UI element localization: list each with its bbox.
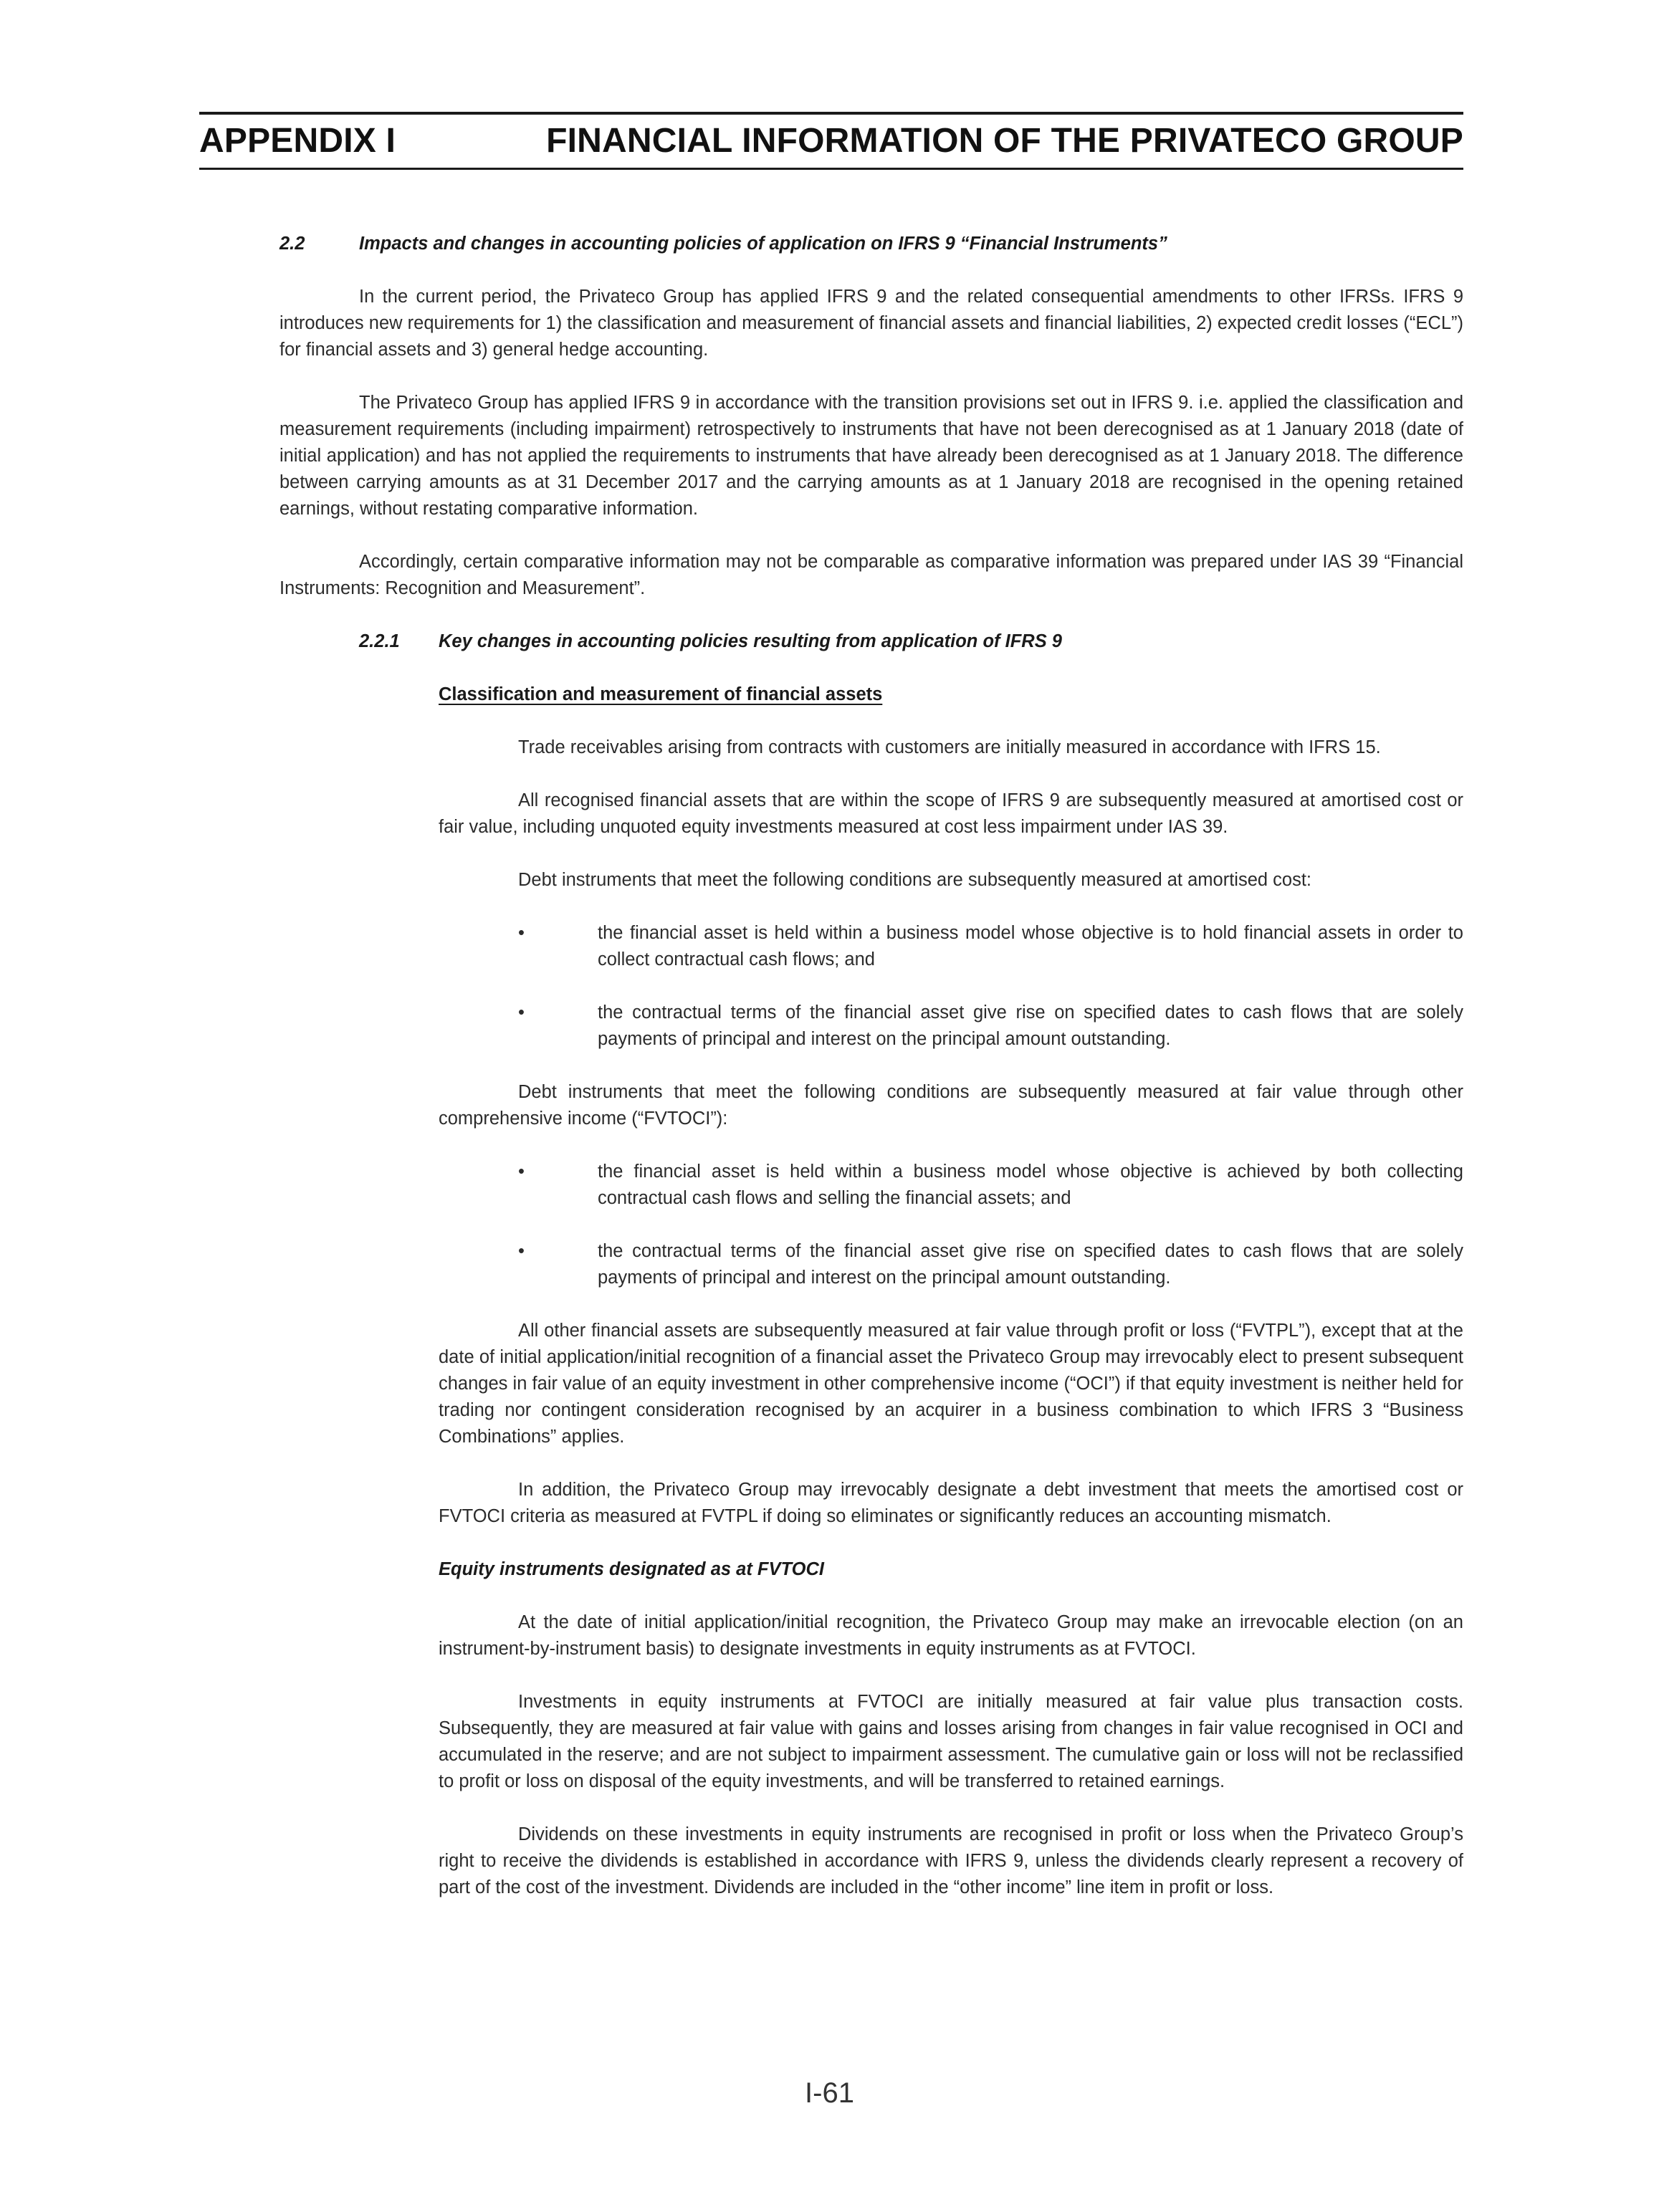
header-top-rule [199,112,1463,115]
bullet-text: the contractual terms of the financial asset give rise on specified dates to cash flows that are solely payments of principal and interest on the principal amount outstanding. [598,1002,1463,1049]
subsection-heading [359,628,1463,655]
bullet-item [518,1238,1463,1291]
bullet-marker: • [518,1241,525,1261]
equity-heading: Equity instruments designated as at FVTOCI [439,1559,824,1579]
bullet-marker: • [518,1162,525,1182]
bullet-item [518,1000,1463,1053]
subsection-number: 2.2.1 [359,631,400,651]
section-paragraph: Accordingly, certain comparative information may not be comparable as comparative information was prepared under IAS 39 “Financial Instruments: Recognition and Measurement”. [279,552,1463,598]
bullet-item [518,1159,1463,1212]
section-paragraph: In the current period, the Privateco Group has applied IFRS 9 and the related consequential amendments to other IFRSs. IFRS 9 introduces new requirements for 1) the classification and measurement of financial assets and financial liabilities, 2) expected credit losses (“ECL”) for financial assets and 3) general hedge accounting. [279,287,1463,360]
bullet-item [518,920,1463,973]
bullet-marker: • [518,923,525,943]
classification-paragraph: Debt instruments that meet the following conditions are subsequently measured at amortised cost: [518,870,1311,890]
classification-paragraph: In addition, the Privateco Group may irrevocably designate a debt investment that meets the amortised cost or FVTOCI criteria as measured at FVTPL if doing so eliminates or significantly reduces an accounting mismatch. [439,1480,1463,1526]
equity-paragraph: Dividends on these investments in equity instruments are recognised in profit or loss when the Privateco Group’s right to receive the dividends is established in accordance with IFRS 9, unless the dividends clearly represent a recovery of part of the cost of the investment. Dividends are included in the “other income” line item in profit or loss. [439,1824,1463,1897]
equity-paragraph: Investments in equity instruments at FVTOCI are initially measured at fair value plus transaction costs. Subsequently, they are measured at fair value with gains and losses arising from changes in fair value recognised in OCI and accumulated in the reserve; and are not subject to impairment assessment. The cumulative gain or loss will not be reclassified to profit or loss on disposal of the equity investments, and will be transferred to retained earnings. [439,1692,1463,1791]
bullet-marker: • [518,1002,525,1023]
section-title: Impacts and changes in accounting policies of application on IFRS 9 “Financial Instruments” [359,234,1167,254]
subsection-content [439,1318,1463,1901]
section-heading [279,231,1463,257]
classification-heading: Classification and measurement of financial assets [439,684,883,704]
classification-paragraph: All recognised financial assets that are within the scope of IFRS 9 are subsequently measured at amortised cost or fair value, including unquoted equity investments measured at cost less impairment under IAS 39. [439,790,1463,837]
header-title: FINANCIAL INFORMATION OF THE PRIVATECO GROUP [546,122,1463,160]
page-header [199,116,1463,166]
subsection-title: Key changes in accounting policies resulting from application of IFRS 9 [439,631,1062,651]
section-paragraph: The Privateco Group has applied IFRS 9 in accordance with the transition provisions set out in IFRS 9. i.e. applied the classification and measurement requirements (including impairment) retrospectively to instruments that have not been derecognised as at 1 January 2018 (date of initial application) and has not applied the requirements to instruments that have already been derecognised as at 1 January 2018. The difference between carrying amounts as at 31 December 2017 and the carrying amounts as at 1 January 2018 are recognised in the opening retained earnings, without restating comparative information. [279,393,1463,519]
bullet-text: the financial asset is held within a business model whose objective is to hold financial assets in order to collect contractual cash flows; and [598,923,1463,969]
bullet-text: the financial asset is held within a business model whose objective is achieved by both collecting contractual cash flows and selling the financial assets; and [598,1162,1463,1208]
document-body [279,231,1463,1901]
subsection-content [439,1079,1463,1132]
classification-paragraph: Trade receivables arising from contracts with customers are initially measured in accordance with IFRS 15. [518,737,1381,757]
classification-paragraph: All other financial assets are subsequently measured at fair value through profit or loss (“FVTPL”), except that at the date of initial application/initial recognition of a financial asset the Privateco Group may irrevocably elect to present subsequent changes in fair value of an equity investment in other comprehensive income (“OCI”) if that equity investment is neither held for trading nor contingent consideration recognised by an acquirer in a business combination to which IFRS 3 “Business Combinations” applies. [439,1321,1463,1447]
bullet-text: the contractual terms of the financial asset give rise on specified dates to cash flows that are solely payments of principal and interest on the principal amount outstanding. [598,1241,1463,1288]
page-number: I-61 [805,2077,854,2109]
subsection-content [439,681,1463,894]
classification-paragraph: Debt instruments that meet the following conditions are subsequently measured at fair value through other comprehensive income (“FVTOCI”): [439,1082,1463,1129]
appendix-label: APPENDIX I [199,122,396,160]
equity-paragraph: At the date of initial application/initial recognition, the Privateco Group may make an irrevocable election (on an instrument-by-instrument basis) to designate investments in equity instruments as at FVTOCI. [439,1612,1463,1659]
header-bottom-rule [199,168,1463,170]
section-number: 2.2 [279,234,305,254]
